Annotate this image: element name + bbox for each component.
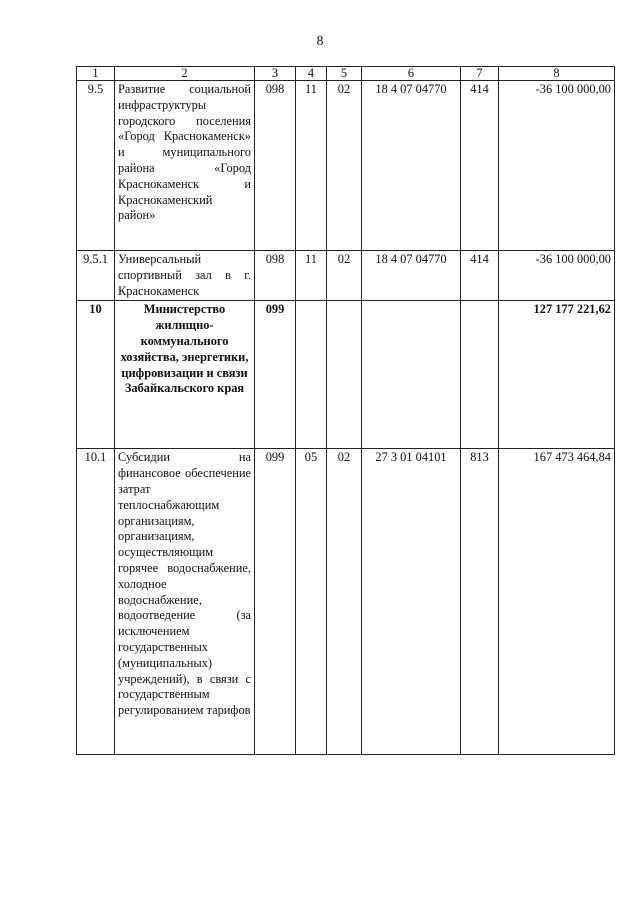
ministry-code: 099 bbox=[255, 449, 296, 755]
subsection-code bbox=[327, 301, 362, 449]
expense-type-code: 414 bbox=[461, 251, 499, 301]
target-article-code: 18 4 07 04770 bbox=[362, 81, 461, 251]
target-article-code: 18 4 07 04770 bbox=[362, 251, 461, 301]
expense-type-code bbox=[461, 301, 499, 449]
table-row bbox=[77, 301, 615, 449]
ministry-code: 099 bbox=[255, 301, 296, 449]
column-header: 7 bbox=[461, 67, 499, 81]
row-name: Универсальный спортивный зал в г. Краснокаменск bbox=[115, 251, 255, 301]
budget-table bbox=[76, 66, 615, 755]
column-header: 2 bbox=[115, 67, 255, 81]
table-row bbox=[77, 81, 615, 251]
page-number: 8 bbox=[316, 34, 324, 49]
ministry-code: 098 bbox=[255, 81, 296, 251]
table-header-row bbox=[77, 67, 615, 81]
row-name: Развитие социальной инфраструктуры городского поселения «Город Краснокаменск» и муниципального района «Город Краснокаменск и Краснокаменский район» bbox=[115, 81, 255, 251]
amount: -36 100 000,00 bbox=[499, 81, 615, 251]
column-header: 6 bbox=[362, 67, 461, 81]
target-article-code: 27 3 01 04101 bbox=[362, 449, 461, 755]
row-number: 9.5.1 bbox=[77, 251, 115, 301]
subsection-code: 02 bbox=[327, 81, 362, 251]
section-code: 11 bbox=[296, 81, 327, 251]
section-code bbox=[296, 301, 327, 449]
row-number: 10 bbox=[77, 301, 115, 449]
row-number: 9.5 bbox=[77, 81, 115, 251]
row-name: Министерство жилищно-коммунального хозяйства, энергетики, цифровизации и связи Забайкальского края bbox=[115, 301, 255, 449]
column-header: 3 bbox=[255, 67, 296, 81]
table-row bbox=[77, 251, 615, 301]
expense-type-code: 414 bbox=[461, 81, 499, 251]
expense-type-code: 813 bbox=[461, 449, 499, 755]
amount: 167 473 464,84 bbox=[499, 449, 615, 755]
amount: -36 100 000,00 bbox=[499, 251, 615, 301]
column-header: 8 bbox=[499, 67, 615, 81]
ministry-code: 098 bbox=[255, 251, 296, 301]
column-header: 4 bbox=[296, 67, 327, 81]
section-code: 11 bbox=[296, 251, 327, 301]
section-code: 05 bbox=[296, 449, 327, 755]
amount: 127 177 221,62 bbox=[499, 301, 615, 449]
subsection-code: 02 bbox=[327, 449, 362, 755]
table-row bbox=[77, 449, 615, 755]
target-article-code bbox=[362, 301, 461, 449]
row-name: Субсидии на финансовое обеспечение затрат теплоснабжающим организациям, организациям, осуществляющим горячее водоснабжение, холодное водоснабжение, водоотведение (за исключением государственных (муниципальных) учреждений), в связи с государственным регулированием тарифов bbox=[115, 449, 255, 755]
column-header: 5 bbox=[327, 67, 362, 81]
row-number: 10.1 bbox=[77, 449, 115, 755]
subsection-code: 02 bbox=[327, 251, 362, 301]
column-header: 1 bbox=[77, 67, 115, 81]
